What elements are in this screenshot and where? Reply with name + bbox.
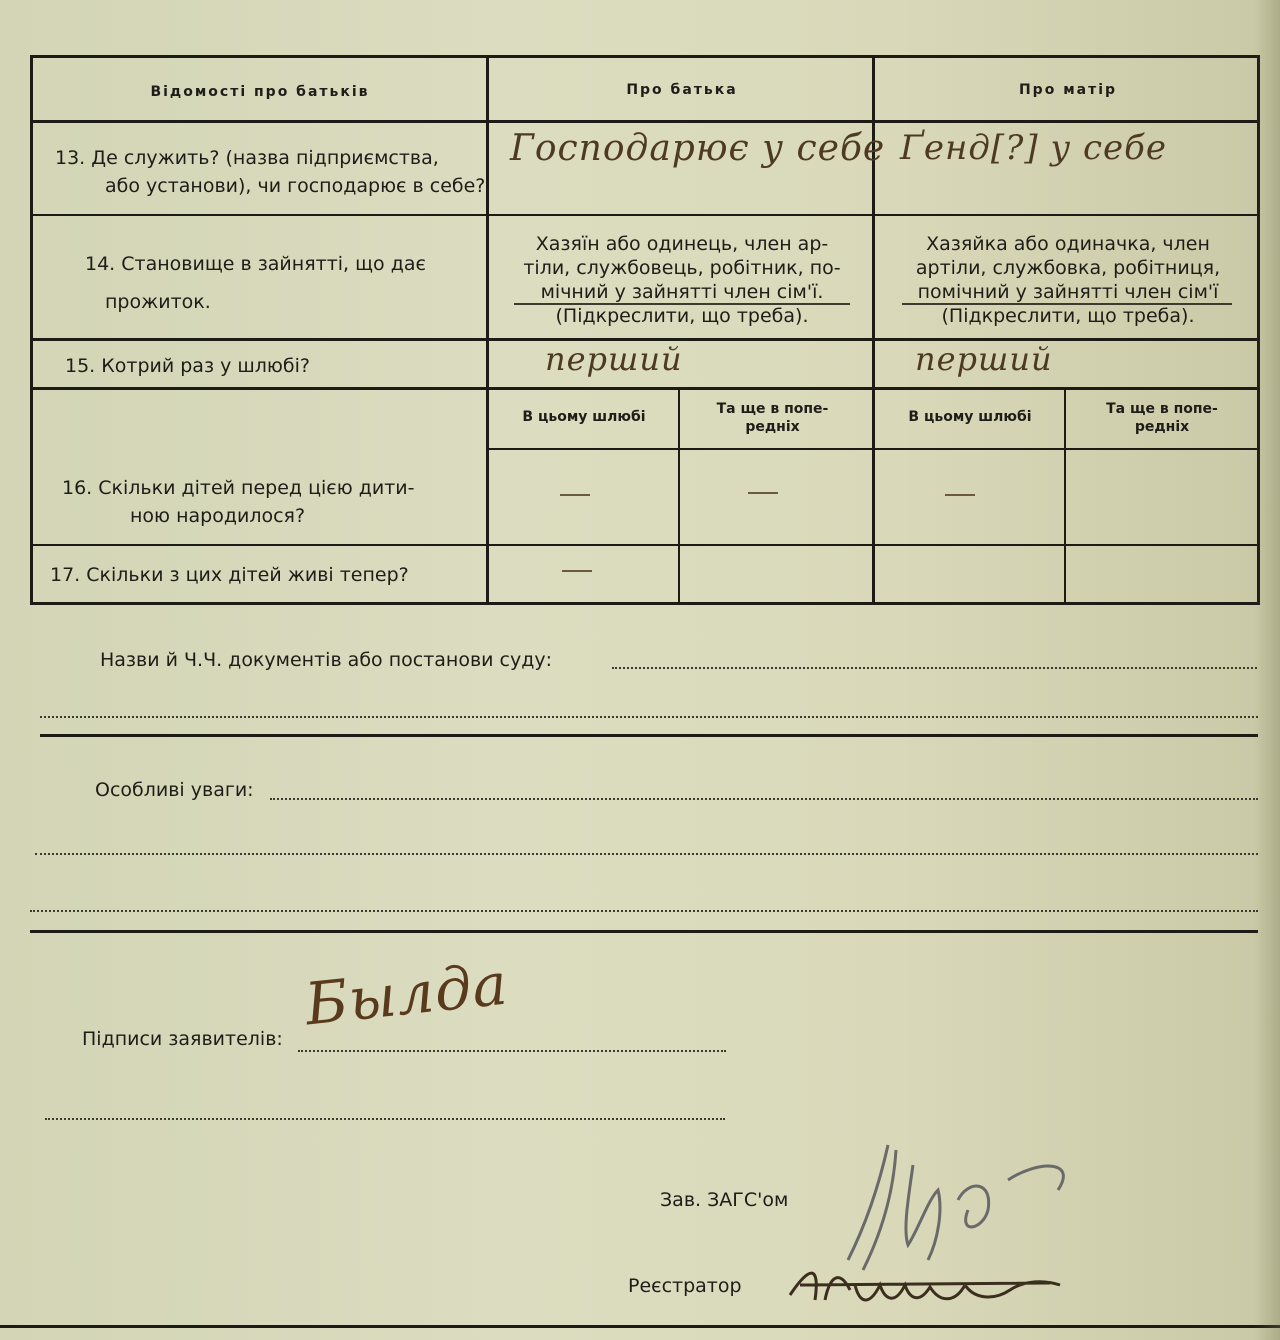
documents-field-line (612, 667, 1257, 669)
remarks-field-line (270, 798, 1258, 800)
table-divider (33, 544, 1258, 546)
registrar-signature (770, 1255, 1070, 1315)
row15-label: 15. Котрий раз у шлюбі? (65, 355, 310, 377)
row16-label: ною народилося? (130, 505, 306, 527)
table-divider (33, 120, 1258, 123)
zags-head-label: Зав. ЗАГС'ом (660, 1189, 789, 1211)
status-line: (Підкреслити, що треба). (555, 305, 809, 327)
signature-field-line (298, 1050, 726, 1052)
signature-field-line (45, 1118, 725, 1120)
documents-label: Назви й Ч.Ч. документів або постанови суду: (100, 649, 553, 671)
mother-workplace-handwriting: Ґенд[?] у себе (900, 128, 1168, 168)
subheader-previous-marriages: Та ще в попе- редніх (1106, 401, 1218, 435)
table-divider (33, 214, 1258, 216)
status-line: (Підкреслити, що треба). (941, 305, 1195, 327)
dash-mark (748, 492, 778, 494)
documents-field-line (40, 716, 1258, 718)
subheader-this-marriage: В цьому шлюбі (522, 409, 646, 425)
status-line: Хазяїн або одинець, член ар- (535, 233, 829, 255)
father-status-options (492, 232, 872, 328)
table-divider (1064, 390, 1066, 603)
dash-mark (945, 494, 975, 496)
header-mother: Про матір (1018, 82, 1118, 98)
bottom-divider (0, 1325, 1280, 1328)
header-father: Про батька (626, 82, 738, 98)
row14-label: 14. Становище в зайнятті, що дає (85, 253, 426, 275)
status-line: артіли, службовка, робітниця, (915, 257, 1221, 279)
mother-status-options (878, 232, 1258, 328)
table-divider (486, 58, 489, 603)
row17-label: 17. Скільки з цих дітей живі тепер? (50, 564, 409, 586)
status-line: помічний у зайнятті член сім'ї (917, 281, 1219, 303)
section-divider (30, 930, 1258, 933)
mother-marriage-count-handwriting: перший (915, 340, 1053, 378)
father-workplace-handwriting: Господарює у себе (510, 128, 886, 169)
table-divider (33, 387, 1258, 390)
signatures-label: Підписи заявителів: (82, 1028, 283, 1050)
father-marriage-count-handwriting: перший (545, 340, 683, 378)
status-line: мічний у зайнятті член сім'ї. (540, 281, 824, 303)
section-divider (40, 734, 1258, 737)
remarks-label: Особливі уваги: (95, 779, 254, 801)
mother-status-underline (902, 303, 1232, 305)
father-status-underline (514, 303, 850, 305)
remarks-field-line (30, 910, 1258, 912)
table-divider (489, 448, 1258, 450)
dash-mark (562, 570, 592, 572)
row14-label: прожиток. (105, 291, 211, 313)
row13-label: або установи), чи господарює в себе? (105, 175, 486, 197)
table-divider (678, 390, 680, 603)
row16-label: 16. Скільки дітей перед цією дити- (62, 477, 415, 499)
dash-mark (560, 494, 590, 496)
row13-label: 13. Де служить? (назва підприємства, (55, 147, 439, 169)
header-parents-info: Відомості про батьків (150, 84, 370, 100)
registrar-label: Реєстратор (628, 1275, 742, 1297)
subheader-previous-marriages: Та ще в попе- редніх (716, 401, 829, 435)
status-line: тіли, службовець, робітник, по- (523, 257, 841, 279)
page-edge-shadow (1254, 0, 1280, 1340)
status-line: Хазяйка або одиначка, член (926, 233, 1210, 255)
subheader-this-marriage: В цьому шлюбі (908, 409, 1032, 425)
remarks-field-line (35, 853, 1258, 855)
applicant-signature: Былда (302, 949, 512, 1039)
